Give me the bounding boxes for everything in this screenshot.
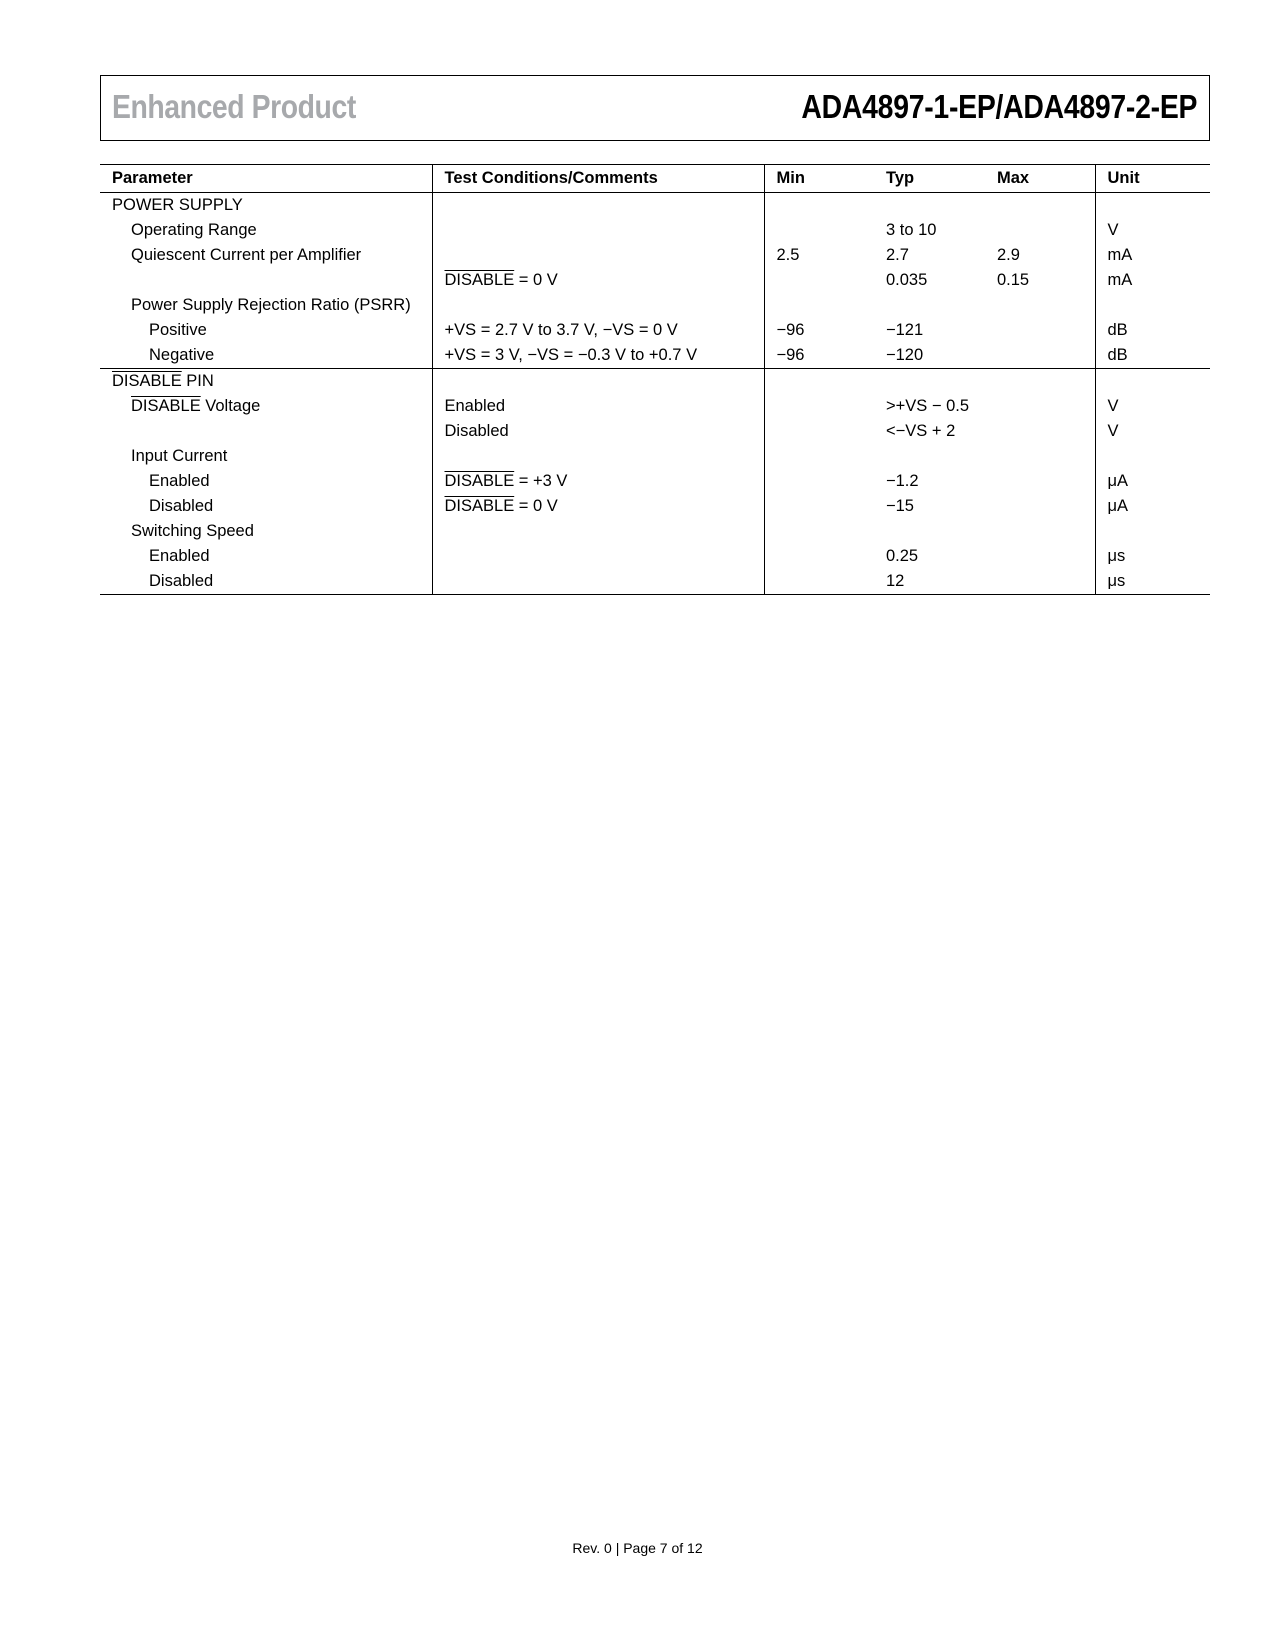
unit-cell: μs [1107,547,1126,565]
table-row [100,218,1210,243]
typ-cell: <−VS + 2 [886,422,956,440]
min-cell [764,218,874,243]
table-row [100,293,1210,318]
overline-text: DISABLE [112,372,182,390]
header-typ: Typ [874,165,985,193]
section-text: PIN [181,372,214,390]
header-left-title: Enhanced Product [112,88,356,125]
typ-cell: −1.2 [886,472,919,490]
overline-text: DISABLE [444,271,515,289]
min-cell: −96 [776,346,805,364]
cond-text: = 0 V [514,271,558,289]
table-row [100,193,1210,219]
cond-cell [432,494,764,519]
typ-cell: 3 to 10 [886,221,937,239]
param-cell: Input Current [100,444,432,469]
unit-cell: dB [1107,346,1128,364]
param-cell: Enabled [100,544,432,569]
cond-cell [432,268,764,293]
table-row [100,318,1210,343]
cond-cell: Enabled [432,394,764,419]
overline-text: DISABLE [444,472,515,490]
max-cell: 0.15 [985,268,1095,293]
header-parameter: Parameter [100,165,432,193]
section-disable-pin [100,369,432,395]
param-cell: Quiescent Current per Amplifier [100,243,432,268]
table-row [100,343,1210,369]
typ-cell: >+VS − 0.5 [886,397,970,415]
unit-cell: V [1107,397,1119,415]
param-cell: Disabled [100,569,432,595]
param-cell: Switching Speed [100,519,432,544]
cond-text: = +3 V [514,472,568,490]
param-cell: Positive [100,318,432,343]
typ-cell: 12 [874,569,985,595]
table-row [100,444,1210,469]
unit-cell: mA [1107,246,1133,264]
page-header [100,75,1210,141]
table-row [100,419,1210,444]
max-cell [985,343,1095,369]
cond-cell: +VS = 3 V, −VS = −0.3 V to +0.7 V [432,343,764,369]
cond-cell [432,243,764,268]
unit-cell: V [1107,422,1119,440]
table-row [100,369,1210,395]
param-cell: Negative [100,343,432,369]
table-row [100,494,1210,519]
typ-cell: −15 [886,497,914,515]
table-row [100,544,1210,569]
typ-cell: −120 [886,346,924,364]
header-unit: Unit [1095,165,1210,193]
header-max: Max [985,165,1095,193]
cond-text: = 0 V [514,497,558,515]
param-cell [100,268,432,293]
header-conditions: Test Conditions/Comments [432,165,764,193]
param-cell: Power Supply Rejection Ratio (PSRR) [100,293,432,318]
typ-cell: −121 [886,321,924,339]
cond-cell: Disabled [432,419,764,444]
overline-text: DISABLE [131,397,201,415]
table-row [100,519,1210,544]
param-cell: Enabled [100,469,432,494]
specifications-table [100,164,1210,595]
max-cell [985,218,1095,243]
unit-cell: μs [1095,569,1210,595]
min-cell [764,268,874,293]
unit-cell: dB [1107,321,1128,339]
cond-cell [432,469,764,494]
header-min: Min [764,165,874,193]
table-row [100,569,1210,595]
max-cell [985,318,1095,343]
table-header-row [100,165,1210,193]
table-row [100,469,1210,494]
unit-cell: μA [1107,497,1129,515]
table-row [100,243,1210,268]
cond-cell [432,218,764,243]
param-cell: Disabled [100,494,432,519]
param-cell [100,394,432,419]
param-text: Voltage [200,397,261,415]
overline-text: DISABLE [444,497,515,515]
header-right-title: ADA4897-1-EP/ADA4897-2-EP [801,88,1197,125]
typ-cell: 2.7 [886,246,909,264]
unit-cell: V [1107,221,1119,239]
min-cell: 2.5 [776,246,800,264]
table-row [100,268,1210,293]
max-cell: 2.9 [985,243,1095,268]
unit-cell: μA [1107,472,1129,490]
table-row [100,394,1210,419]
min-cell: −96 [776,321,805,339]
page-footer: Rev. 0 | Page 7 of 12 [572,1540,703,1556]
param-cell: Operating Range [100,218,432,243]
typ-cell: 0.035 [886,271,928,289]
unit-cell: mA [1107,271,1133,289]
typ-cell: 0.25 [886,547,919,565]
cond-cell: +VS = 2.7 V to 3.7 V, −VS = 0 V [432,318,764,343]
section-power-supply: POWER SUPPLY [100,193,432,219]
